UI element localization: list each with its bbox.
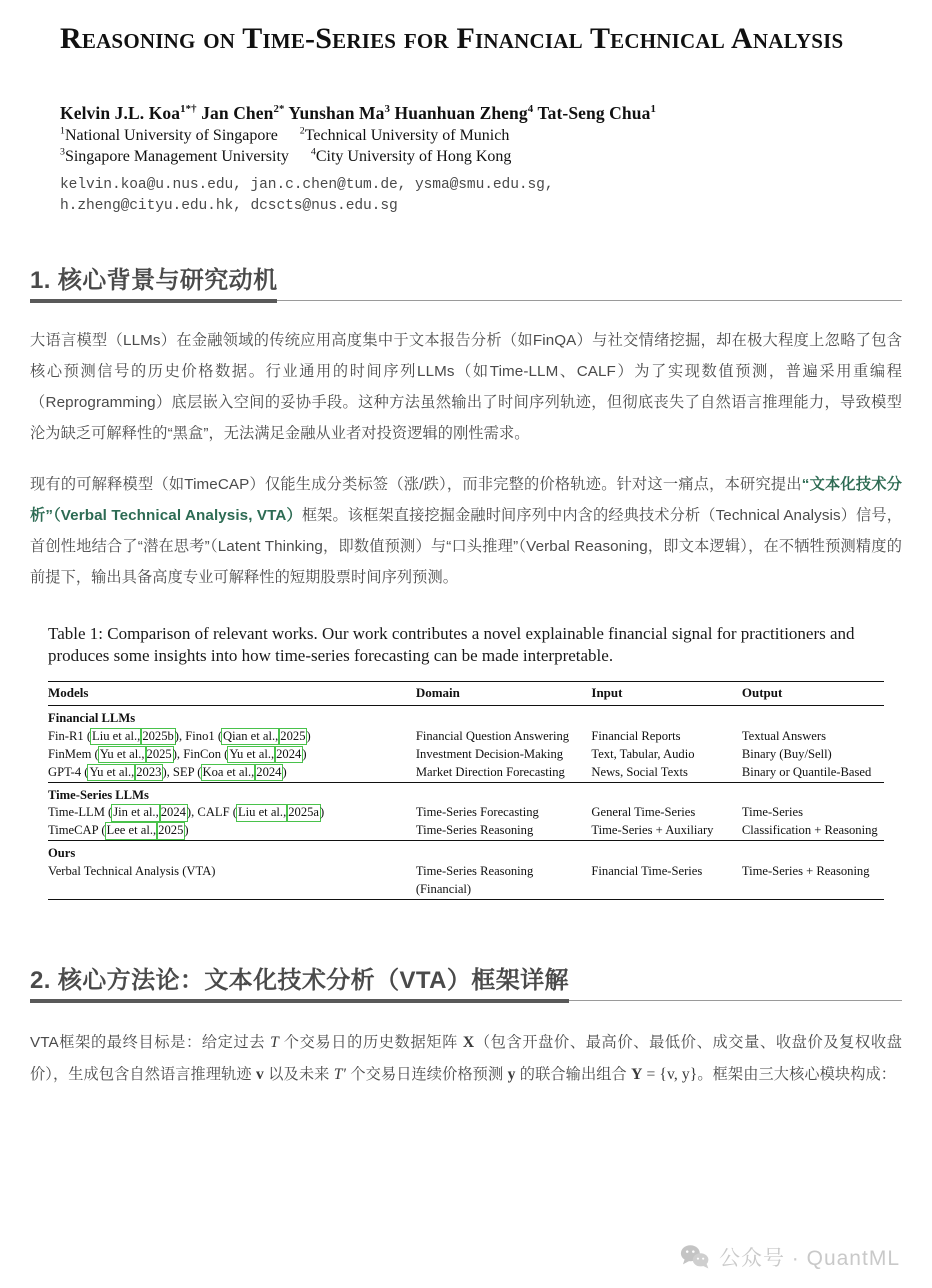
- author-sup: 3: [384, 102, 391, 115]
- paragraph-2-post: 框架。该框架直接挖掘金融时间序列中内含的经典技术分析（Technical Analysis）信号，首创性地结合了“潜在思考”（Latent Thinking，即数值预测）与“口头推理”（Verbal Reasoning，即文本逻辑），在不牺牲预测精度的前提下，输出具备高度专业可解释性的短期股票时间序列预测。: [30, 506, 902, 586]
- page-title: Reasoning on Time-Series for Financial Technical Analysis: [60, 22, 844, 55]
- table-cell-input: Time-Series + Auxiliary: [591, 823, 714, 838]
- author-emails: [60, 175, 872, 218]
- table-header-row: [48, 682, 884, 706]
- table-cell-domain: Time-Series Reasoning (Financial): [416, 863, 592, 899]
- section-1-rule-strong: [30, 299, 277, 303]
- affiliation-sup: 1: [60, 125, 65, 137]
- model-text: ): [184, 823, 189, 838]
- table-cell-domain: Financial Question Answering: [415, 728, 570, 743]
- math-y: y: [507, 1065, 516, 1083]
- model-text: Fin-R1 (: [48, 728, 92, 743]
- table-row: [48, 863, 884, 899]
- citation-link[interactable]: Lee et al.,: [106, 823, 157, 838]
- table-cell-output: Classification + Reasoning: [741, 823, 878, 838]
- wechat-icon: [680, 1244, 710, 1270]
- watermark: [680, 1242, 900, 1272]
- section-2-body: [0, 1027, 932, 1091]
- paragraph-1: 大语言模型（LLMs）在金融领域的传统应用高度集中于文本报告分析（如FinQA）与社交情绪挖掘，却在极大程度上忽略了包含核心预测信号的历史价格数据。行业通用的时间序列LLMs（如Time-LLM、CALF）为了实现数值预测，普遍采用重编程（Reprogramming）底层嵌入空间的妥协手段。这种方法虽然输出了时间序列轨迹，但彻底丧失了自然语言推理能力，导致模型沦为缺乏可解释性的“黑盒”，无法满足金融从业者对投资逻辑的刚性需求。: [30, 331, 902, 442]
- table-cell-input: Financial Time-Series: [591, 864, 703, 878]
- paragraph-3: [30, 1027, 902, 1091]
- table-cell-output: Time-Series: [741, 805, 803, 820]
- email-line-2: h.zheng@cityu.edu.hk, dcscts@nus.edu.sg: [60, 198, 398, 215]
- table-group-row: [48, 706, 884, 728]
- math-equation: = {v, y}: [642, 1065, 698, 1083]
- math-Y: Y: [631, 1065, 643, 1083]
- math-v: v: [256, 1065, 264, 1083]
- model-text: FinMem (: [48, 746, 99, 761]
- citation-link[interactable]: 2025: [280, 728, 306, 743]
- citation-link[interactable]: 2025b: [142, 728, 174, 743]
- table-cell-input: News, Social Texts: [591, 764, 688, 779]
- table-group-label: Ours: [48, 846, 76, 861]
- author-name: Huanhuan Zheng: [394, 102, 528, 123]
- para3-seg5: 个交易日连续价格预测: [346, 1065, 508, 1083]
- table-cell-domain: Market Direction Forecasting: [415, 764, 565, 779]
- table-row: [48, 804, 884, 822]
- author-sup: 1: [650, 102, 656, 115]
- table-cell-input: Text, Tabular, Audio: [591, 746, 695, 761]
- citation-link[interactable]: Koa et al.,: [202, 764, 255, 779]
- citation-link[interactable]: 2025: [146, 746, 172, 761]
- author-sup: 2*: [273, 102, 285, 115]
- vta-highlight-term: “文本化技术分析”（Verbal Technical Analysis, VTA）: [30, 475, 903, 524]
- para3-seg3: （包含开盘价、最高价、最低价、成交量、收盘价及复权收盘价），生成包含自然语言推理轨迹: [30, 1033, 902, 1083]
- author-name: Tat-Seng Chua: [537, 102, 651, 123]
- table-group-label: Financial LLMs: [48, 711, 136, 725]
- table-group-row: [48, 782, 884, 804]
- para3-seg4: 以及未来: [263, 1065, 334, 1083]
- citation-link[interactable]: 2024: [276, 746, 302, 761]
- table-cell-domain: Time-Series Forecasting: [415, 805, 539, 820]
- model-text: ), CALF (: [186, 805, 237, 820]
- model-text: ): [282, 764, 287, 779]
- table-cell-models: [48, 804, 416, 822]
- author-sup: 1*†: [180, 102, 197, 115]
- watermark-text: 公众号 · QuantML: [718, 1247, 900, 1270]
- table-cell-models: [48, 764, 416, 782]
- math-T-prime: T′: [333, 1065, 347, 1083]
- column-header-output: Output: [741, 685, 783, 700]
- section-2-rule-strong: [30, 999, 569, 1003]
- model-text: ), Fino1 (: [174, 728, 223, 743]
- author-names: [60, 103, 872, 124]
- affiliation-line-1: [60, 127, 872, 145]
- para3-seg7: 。框架由三大核心模块构成：: [697, 1065, 897, 1083]
- author-sup: 4: [527, 102, 534, 115]
- section-2-heading-wrap: [0, 960, 932, 1003]
- model-text: ): [320, 805, 325, 820]
- paper-header: [0, 0, 932, 218]
- model-text: Time-LLM (: [48, 805, 113, 820]
- table-1-block: [0, 623, 932, 900]
- model-text: ): [302, 746, 307, 761]
- table-group-row: [48, 841, 884, 863]
- table-cell-models: [48, 728, 416, 746]
- paragraph-2: [30, 469, 902, 593]
- model-text: ), FinCon (: [172, 746, 229, 761]
- affiliation-name: Technical University of Munich: [304, 126, 510, 144]
- table-cell-output: Binary or Quantile-Based: [741, 764, 872, 779]
- citation-link[interactable]: Jin et al.,: [113, 805, 159, 820]
- affiliation-sup: 4: [310, 146, 316, 158]
- para3-seg6: 的联合输出组合: [515, 1065, 632, 1083]
- citation-link[interactable]: Yu et al.,: [99, 746, 145, 761]
- table-cell-domain: Time-Series Reasoning: [415, 823, 534, 838]
- citation-link[interactable]: 2025a: [288, 805, 319, 820]
- author-name: Kelvin J.L. Koa: [60, 102, 181, 123]
- section-2-heading: 2. 核心方法论：文本化技术分析（VTA）框架详解: [30, 966, 569, 994]
- author-name: Jan Chen: [201, 102, 274, 123]
- column-header-input: Input: [591, 685, 623, 700]
- model-text: ): [306, 728, 311, 743]
- para3-seg2: 个交易日的历史数据矩阵: [278, 1033, 463, 1051]
- table-row: [48, 764, 884, 782]
- table-cell-models: [48, 746, 416, 764]
- para3-seg1: VTA框架的最终目标是：给定过去: [30, 1033, 271, 1051]
- table-cell-models: [48, 863, 416, 899]
- table-cell-input: Financial Reports: [591, 728, 681, 743]
- affiliation-name: National University of Singapore: [64, 126, 278, 144]
- citation-link[interactable]: Liu et al.,: [237, 805, 287, 820]
- author-name: Yunshan Ma: [288, 102, 385, 123]
- citation-link[interactable]: Liu et al.,: [92, 728, 141, 743]
- table-bottom-rule: [48, 899, 884, 900]
- affiliation-sup: 2: [299, 125, 305, 137]
- table-row: [48, 728, 884, 746]
- citation-link[interactable]: 2025: [158, 823, 184, 838]
- citation-link[interactable]: 2023: [136, 764, 162, 779]
- affiliation-line-2: [60, 148, 872, 166]
- model-text: GPT-4 (: [48, 764, 89, 779]
- column-header-domain: Domain: [415, 685, 460, 700]
- table-cell-output: Textual Answers: [741, 728, 826, 743]
- table-group-label: Time-Series LLMs: [48, 787, 149, 802]
- affiliation-name: Singapore Management University: [64, 147, 289, 165]
- section-1-heading: 1. 核心背景与研究动机: [30, 266, 278, 294]
- table-1-caption: Table 1: Comparison of relevant works. Our work contributes a novel explainable financial signal for practitioners and produces some insights into how time-series forecasting can be made interpretable.: [48, 623, 855, 666]
- citation-link[interactable]: Yu et al.,: [89, 764, 135, 779]
- table-cell-domain: Investment Decision-Making: [415, 746, 564, 761]
- table-cell-output: Time-Series + Reasoning: [741, 864, 870, 878]
- affiliation-sup: 3: [60, 146, 65, 158]
- comparison-table: [48, 681, 884, 900]
- citation-link[interactable]: 2024: [256, 764, 282, 779]
- affiliation-name: City University of Hong Kong: [315, 147, 512, 165]
- column-header-models: Models: [48, 685, 89, 700]
- table-cell-output: Binary (Buy/Sell): [741, 746, 832, 761]
- table-cell-input: General Time-Series: [591, 805, 696, 820]
- math-X: X: [462, 1033, 475, 1051]
- section-1-body: [0, 325, 932, 593]
- table-row: [48, 746, 884, 764]
- model-text: ), SEP (: [162, 764, 202, 779]
- table-cell-models: [48, 822, 416, 840]
- model-text: Verbal Technical Analysis (VTA): [48, 864, 216, 878]
- section-1-heading-wrap: [0, 260, 932, 303]
- citation-link[interactable]: 2024: [160, 805, 186, 820]
- paragraph-2-pre: 现有的可解释模型（如TimeCAP）仅能生成分类标签（涨/跌），而非完整的价格轨迹。针对这一痛点，本研究提出: [30, 475, 802, 493]
- citation-link[interactable]: Qian et al.,: [223, 728, 279, 743]
- model-text: TimeCAP (: [48, 823, 106, 838]
- author-block: [60, 103, 872, 218]
- math-T: T: [270, 1033, 279, 1051]
- citation-link[interactable]: Yu et al.,: [229, 746, 275, 761]
- email-line-1: kelvin.koa@u.nus.edu, jan.c.chen@tum.de, ysma@smu.edu.sg,: [60, 176, 554, 193]
- table-row: [48, 822, 884, 840]
- table-cell-domain-sub: (Financial): [415, 881, 472, 896]
